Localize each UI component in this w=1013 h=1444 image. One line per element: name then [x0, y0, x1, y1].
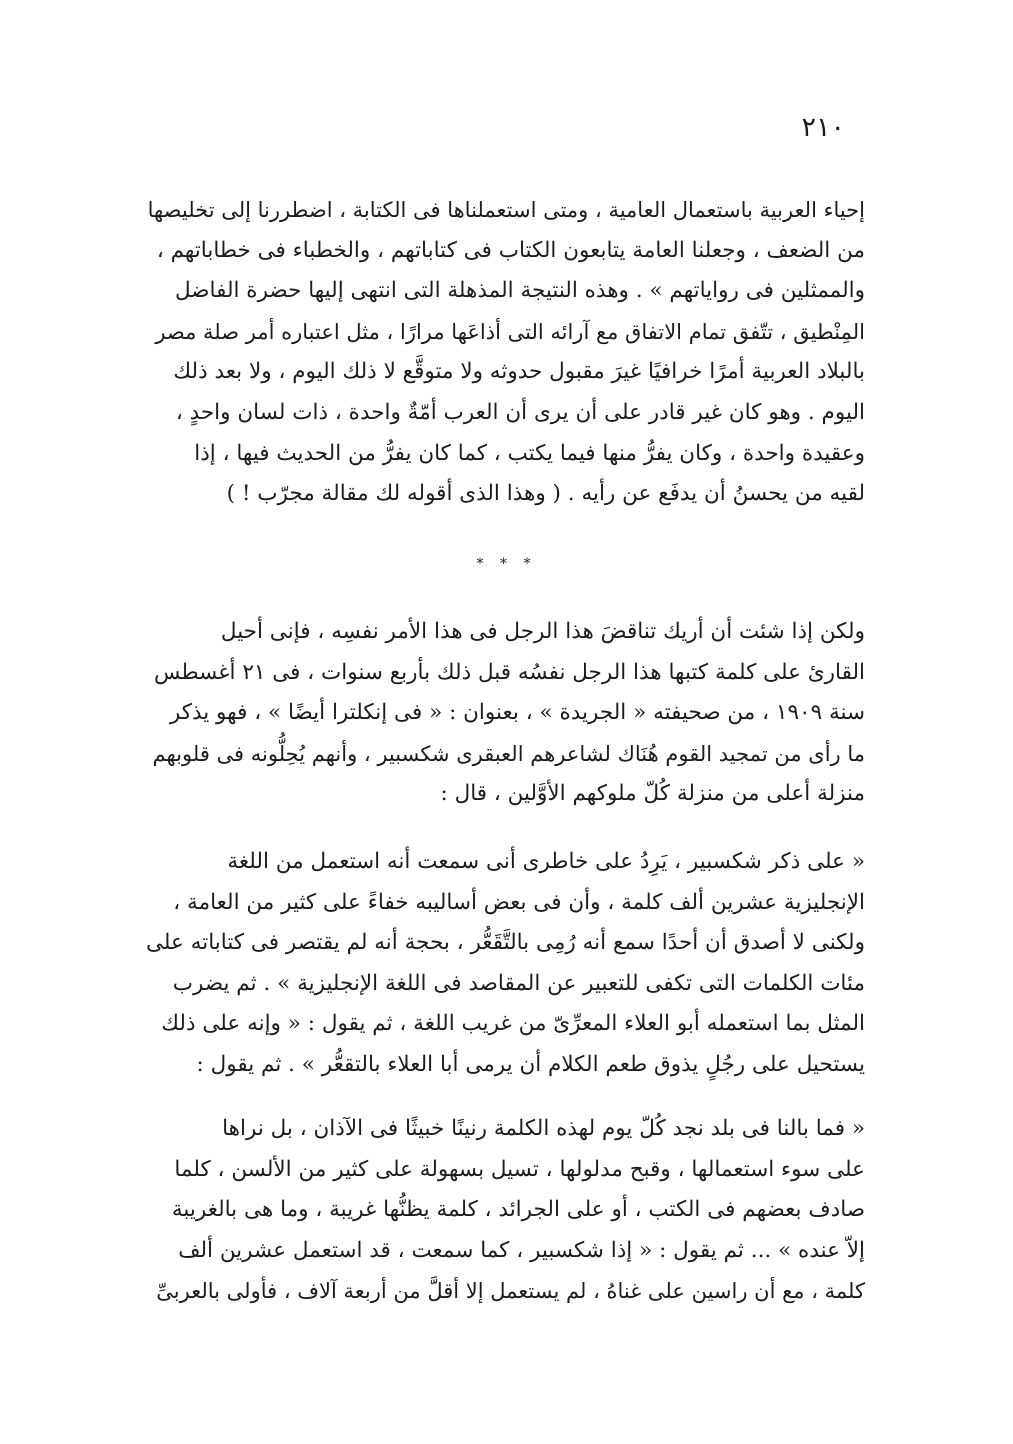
text-line: من الضعف ، وجعلنا العامة يتابعون الكتاب فى كتاباتهم ، والخطباء فى خطاباتهم ،: [156, 237, 865, 263]
text-line: والممثلين فى رواياتهم » . وهذه النتيجة المذهلة التى انتهى إليها حضرة الفاضل: [174, 278, 865, 304]
text-line: منزلة أعلى من منزلة كُلّ ملوكهم الأوَّلين ، قال :: [440, 781, 865, 807]
text-line: ولكن إذا شئت أن أريك تناقضَ هذا الرجل فى هذا الأمر نفسِه ، فإنى أحيل: [220, 619, 865, 644]
page-number: ٢١٠: [801, 112, 845, 143]
text-line: على سوء استعمالها ، وقبح مدلولها ، تسيل بسهولة على كثير من الألسن ، كلما: [174, 1156, 865, 1182]
text-line: وعقيدة واحدة ، وكان يفرُّ منها فيما يكتب ، كما كان يفرُّ من الحديث فيها ، إذا: [194, 440, 865, 466]
section-separator: * * *: [476, 556, 537, 572]
text-line: « فما بالنا فى بلد نجد كُلّ يوم لهذه الكلمة رنينًا خبيثًا فى الآذان ، بل نراها: [222, 1116, 865, 1141]
text-line: كلمة ، مع أن راسين على غناهُ ، لم يستعمل إلا أقلَّ من أربعة آلاف ، فأولى بالعربىِّ: [156, 1279, 865, 1304]
text-line: إلاّ عنده » ... ثم يقول : « إذا شكسبير ، كما سمعت ، قد استعمل عشرين ألف: [178, 1237, 865, 1263]
text-line: إحياء العربية باستعمال العامية ، ومتى استعملناها فى الكتابة ، اضطررنا إلى تخليصها: [147, 198, 865, 222]
text-line: اليوم . وهو كان غير قادر على أن يرى أن العرب أمّةٌ واحدة ، ذات لسان واحدٍ ،: [175, 399, 865, 425]
text-line: لقيه من يحسنُ أن يدفَع عن رأيه . ( وهذا الذى أقوله لك مقالة مجرّب ! ): [226, 481, 865, 507]
paragraph-4-quote: [143, 1109, 865, 1312]
text-line: ولكنى لا أصدق أن أحدًا سمع أنه رُمِى بالتَّقَعُّر ، بحجة أنه لم يقتصر فى كتاباته على: [146, 930, 865, 956]
text-line: صادف بعضهم فى الكتب ، أو على الجرائد ، كلمة يظنُّها غريبة ، وما هى بالغريبة: [171, 1197, 865, 1223]
paragraph-2: [143, 612, 865, 815]
text-line: القارئ على كلمة كتبها هذا الرجل نفسُه قبل ذلك بأربع سنوات ، فى ٢١ أغسطس: [154, 659, 865, 685]
text-line: مئات الكلمات التى تكفى للتعبير عن المقاصد فى اللغة الإنجليزية » . ثم يضرب: [172, 970, 865, 996]
text-line: بالبلاد العربية أمرًا خرافيًا غيرَ مقبول حدوثه ولا متوقَّع لا ذلك اليوم ، ولا بعد ذلك: [173, 359, 865, 385]
text-line: يستحيل على رجُلٍ يذوق طعم الكلام أن يرمى أبا العلاء بالتقعُّر » . ثم يقول :: [196, 1051, 865, 1077]
text-line: المثل بما استعمله أبو العلاء المعرِّىّ من غريب اللغة ، ثم يقول : « وإنه على ذلك: [161, 1011, 865, 1037]
text-line: سنة ١٩٠٩ ، من صحيفته « الجريدة » ، بعنوان : « فى إنكلترا أيضًا » ، فهو يذكر: [169, 700, 865, 726]
text-line: « على ذكر شكسبير ، يَرِدُ على خاطرى أنى سمعت أنه استعمل من اللغة: [227, 849, 865, 874]
paragraph-3-quote: [143, 842, 865, 1086]
text-line: الإنجليزية عشرين ألف كلمة ، وأن فى بعض أساليبه خفاءً على كثير من العامة ،: [173, 889, 865, 915]
text-line: المِنْطيق ، تتّفق تمام الاتفاق مع آرائه التى أذاعَها مرارًا ، مثل اعتباره أمر صلة مصر: [155, 319, 865, 344]
paragraph-1: [143, 190, 865, 515]
text-line: ما رأى من تمجيد القوم هُنَاك لشاعرهم العبقرى شكسبير ، وأنهم يُحِلُّونه فى قلوبهم: [152, 741, 865, 766]
